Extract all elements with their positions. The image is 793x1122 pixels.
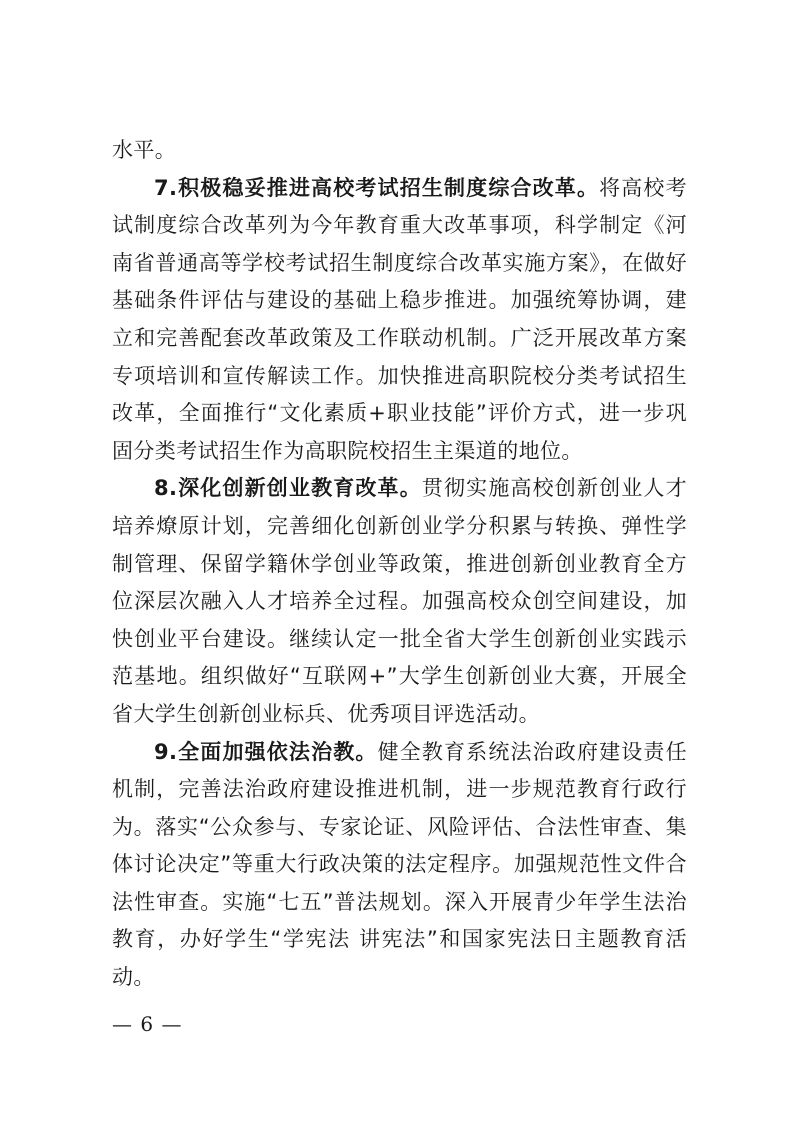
section-9-heading: 9.全面加强依法治教。 <box>154 739 378 764</box>
section-8-heading: 8.深化创新创业教育改革。 <box>154 476 422 501</box>
section-8-body: 贯彻实施高校创新创业人才培养燎原计划，完善细化创新创业学分积累与转换、弹性学制管理、保留学籍休学创业等政策，推进创新创业教育全方位深层次融入人才培养全过程。加强高校众创空间建设，加快创业平台建设。继续认定一批全省大学生创新创业实践示范基地。组织做好“互联网+”大学生创新创业大赛，开展全省大学生创新创业标兵、优秀项目评选活动。 <box>112 476 687 726</box>
section-7-body: 将高校考试制度综合改革列为今年教育重大改革事项，科学制定《河南省普通高等学校考试招生制度综合改革实施方案》，在做好基础条件评估与建设的基础上稳步推进。加强统筹协调，建立和完善配套改革政策及工作联动机制。广泛开展改革方案专项培训和宣传解读工作。加快推进高职院校分类考试招生改革，全面推行“文化素质+职业技能”评价方式，进一步巩固分类考试招生作为高职院校招生主渠道的地位。 <box>112 175 687 463</box>
continuation-text: 水平。 <box>112 138 177 162</box>
section-9-paragraph <box>112 734 687 997</box>
continuation-paragraph <box>112 132 687 170</box>
section-7-paragraph <box>112 170 687 471</box>
section-8-paragraph <box>112 470 687 733</box>
section-7-heading: 7.积极稳妥推进高校考试招生制度综合改革。 <box>154 175 600 200</box>
document-body <box>112 132 687 997</box>
page-number: — 6 — <box>112 1012 183 1036</box>
section-9-body: 健全教育系统法治政府建设责任机制，完善法治政府建设推进机制，进一步规范教育行政行为。落实“公众参与、专家论证、风险评估、合法性审查、集体讨论决定”等重大行政决策的法定程序。加强规范性文件合法性审查。实施“七五”普法规划。深入开展青少年学生法治教育，办好学生“学宪法 讲宪法”和国家宪法日主题教育活动。 <box>112 739 687 990</box>
